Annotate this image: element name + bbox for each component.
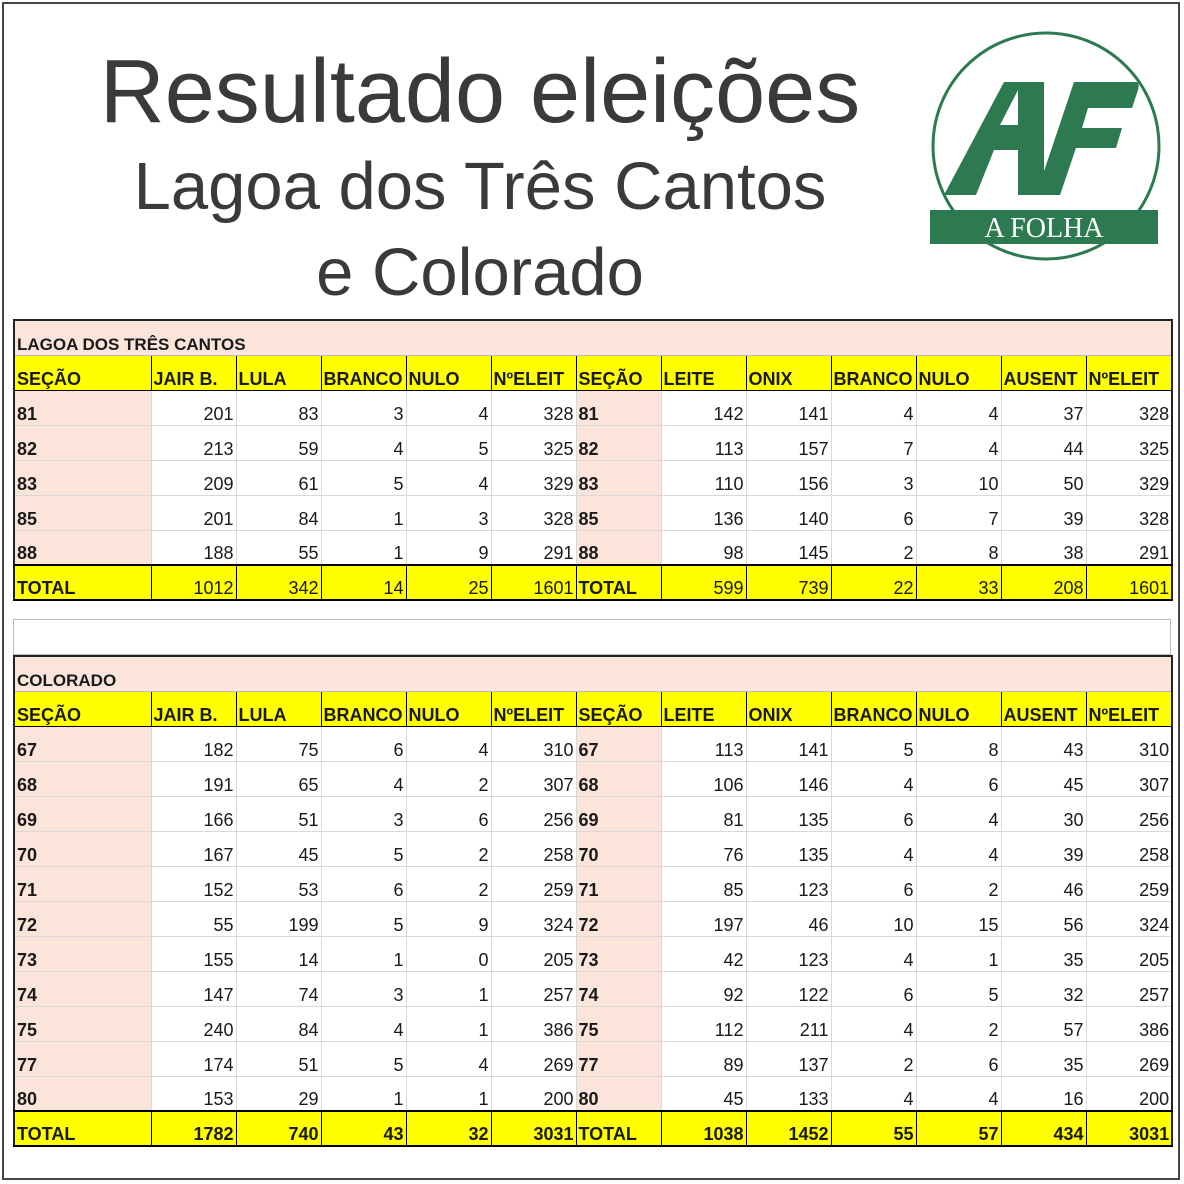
- section-number-cell: 67: [576, 726, 661, 761]
- vote-cell: 7: [916, 495, 1001, 530]
- total-cell: 43: [321, 1111, 406, 1146]
- section-number-cell: 69: [14, 796, 151, 831]
- a-folha-logo: [926, 30, 1166, 270]
- vote-cell: 197: [661, 901, 746, 936]
- column-header: NºELEIT: [1086, 691, 1172, 726]
- column-header: LULA: [236, 691, 321, 726]
- total-cell: 32: [406, 1111, 491, 1146]
- colorado-results-table: [13, 655, 1173, 1147]
- header-row: [14, 691, 1172, 726]
- vote-cell: 205: [1086, 936, 1172, 971]
- total-label: TOTAL: [14, 565, 151, 600]
- total-label: TOTAL: [576, 565, 661, 600]
- vote-cell: 3: [406, 495, 491, 530]
- column-header: BRANCO: [831, 691, 916, 726]
- vote-cell: 188: [151, 530, 236, 565]
- vote-cell: 135: [746, 796, 831, 831]
- lagoa-results-table: [13, 319, 1173, 601]
- table-row: [14, 936, 1172, 971]
- vote-cell: 6: [831, 866, 916, 901]
- vote-cell: 46: [746, 901, 831, 936]
- vote-cell: 55: [236, 530, 321, 565]
- vote-cell: 1: [321, 936, 406, 971]
- total-cell: 1601: [1086, 565, 1172, 600]
- vote-cell: 6: [321, 726, 406, 761]
- total-cell: 342: [236, 565, 321, 600]
- vote-cell: 4: [406, 726, 491, 761]
- vote-cell: 2: [406, 761, 491, 796]
- vote-cell: 32: [1001, 971, 1086, 1006]
- column-header: BRANCO: [321, 691, 406, 726]
- vote-cell: 3: [831, 460, 916, 495]
- vote-cell: 199: [236, 901, 321, 936]
- section-number-cell: 75: [14, 1006, 151, 1041]
- column-header: NºELEIT: [1086, 355, 1172, 390]
- vote-cell: 4: [831, 1076, 916, 1111]
- vote-cell: 328: [491, 390, 576, 425]
- section-number-cell: 70: [576, 831, 661, 866]
- vote-cell: 2: [916, 866, 1001, 901]
- vote-cell: 4: [831, 761, 916, 796]
- vote-cell: 106: [661, 761, 746, 796]
- table-row: [14, 971, 1172, 1006]
- vote-cell: 113: [661, 425, 746, 460]
- vote-cell: 328: [1086, 390, 1172, 425]
- vote-cell: 59: [236, 425, 321, 460]
- vote-cell: 142: [661, 390, 746, 425]
- total-cell: 1782: [151, 1111, 236, 1146]
- table-row: [14, 866, 1172, 901]
- total-label: TOTAL: [14, 1111, 151, 1146]
- vote-cell: 50: [1001, 460, 1086, 495]
- total-cell: 3031: [491, 1111, 576, 1146]
- vote-cell: 147: [151, 971, 236, 1006]
- table-row: [14, 390, 1172, 425]
- vote-cell: 30: [1001, 796, 1086, 831]
- vote-cell: 53: [236, 866, 321, 901]
- section-number-cell: 69: [576, 796, 661, 831]
- vote-cell: 191: [151, 761, 236, 796]
- vote-cell: 5: [321, 901, 406, 936]
- vote-cell: 113: [661, 726, 746, 761]
- vote-cell: 325: [1086, 425, 1172, 460]
- vote-cell: 1: [916, 936, 1001, 971]
- page-subtitle-line1: Lagoa dos Três Cantos: [133, 149, 827, 224]
- vote-cell: 37: [1001, 390, 1086, 425]
- section-number-cell: 71: [576, 866, 661, 901]
- section-number-cell: 71: [14, 866, 151, 901]
- section-number-cell: 74: [576, 971, 661, 1006]
- vote-cell: 6: [831, 495, 916, 530]
- vote-cell: 4: [406, 460, 491, 495]
- vote-cell: 258: [491, 831, 576, 866]
- vote-cell: 75: [236, 726, 321, 761]
- vote-cell: 2: [916, 1006, 1001, 1041]
- section-number-cell: 73: [576, 936, 661, 971]
- table-row: [14, 1076, 1172, 1111]
- vote-cell: 44: [1001, 425, 1086, 460]
- vote-cell: 4: [916, 831, 1001, 866]
- vote-cell: 4: [916, 390, 1001, 425]
- column-header: NºELEIT: [491, 355, 576, 390]
- section-number-cell: 82: [576, 425, 661, 460]
- vote-cell: 386: [1086, 1006, 1172, 1041]
- vote-cell: 174: [151, 1041, 236, 1076]
- vote-cell: 2: [406, 831, 491, 866]
- section-number-cell: 83: [14, 460, 151, 495]
- vote-cell: 256: [1086, 796, 1172, 831]
- vote-cell: 45: [236, 831, 321, 866]
- vote-cell: 29: [236, 1076, 321, 1111]
- vote-cell: 6: [321, 866, 406, 901]
- table-row: [14, 460, 1172, 495]
- total-cell: 740: [236, 1111, 321, 1146]
- section-number-cell: 88: [14, 530, 151, 565]
- column-header: AUSENT: [1001, 691, 1086, 726]
- section-number-cell: 73: [14, 936, 151, 971]
- table-row: [14, 530, 1172, 565]
- section-number-cell: 75: [576, 1006, 661, 1041]
- page-subtitle-line2: e Colorado: [316, 235, 644, 310]
- vote-cell: 3: [321, 971, 406, 1006]
- vote-cell: 122: [746, 971, 831, 1006]
- vote-cell: 152: [151, 866, 236, 901]
- vote-cell: 133: [746, 1076, 831, 1111]
- column-header: NULO: [406, 355, 491, 390]
- vote-cell: 35: [1001, 936, 1086, 971]
- vote-cell: 55: [151, 901, 236, 936]
- header-row: [14, 355, 1172, 390]
- vote-cell: 5: [321, 831, 406, 866]
- total-row: [14, 1111, 1172, 1146]
- section-number-cell: 68: [14, 761, 151, 796]
- vote-cell: 291: [1086, 530, 1172, 565]
- section-number-cell: 81: [14, 390, 151, 425]
- section-number-cell: 68: [576, 761, 661, 796]
- vote-cell: 5: [916, 971, 1001, 1006]
- vote-cell: 1: [321, 1076, 406, 1111]
- column-header: NºELEIT: [491, 691, 576, 726]
- vote-cell: 4: [321, 761, 406, 796]
- vote-cell: 386: [491, 1006, 576, 1041]
- vote-cell: 257: [491, 971, 576, 1006]
- table-row: [14, 796, 1172, 831]
- vote-cell: 182: [151, 726, 236, 761]
- logo-text: A FOLHA: [984, 213, 1104, 244]
- vote-cell: 167: [151, 831, 236, 866]
- section-number-cell: 74: [14, 971, 151, 1006]
- table-row: [14, 1006, 1172, 1041]
- vote-cell: 201: [151, 390, 236, 425]
- vote-cell: 1: [321, 495, 406, 530]
- vote-cell: 307: [491, 761, 576, 796]
- total-cell: 1601: [491, 565, 576, 600]
- vote-cell: 291: [491, 530, 576, 565]
- column-header: LULA: [236, 355, 321, 390]
- vote-cell: 4: [916, 796, 1001, 831]
- vote-cell: 4: [321, 425, 406, 460]
- vote-cell: 39: [1001, 495, 1086, 530]
- total-cell: 22: [831, 565, 916, 600]
- vote-cell: 7: [831, 425, 916, 460]
- section-number-cell: 72: [576, 901, 661, 936]
- vote-cell: 5: [321, 1041, 406, 1076]
- vote-cell: 200: [491, 1076, 576, 1111]
- vote-cell: 257: [1086, 971, 1172, 1006]
- total-row: [14, 565, 1172, 600]
- column-header: ONIX: [746, 355, 831, 390]
- vote-cell: 6: [406, 796, 491, 831]
- vote-cell: 42: [661, 936, 746, 971]
- vote-cell: 141: [746, 726, 831, 761]
- column-header: BRANCO: [321, 355, 406, 390]
- section-number-cell: 83: [576, 460, 661, 495]
- section-spacer: [13, 619, 1171, 655]
- vote-cell: 156: [746, 460, 831, 495]
- vote-cell: 76: [661, 831, 746, 866]
- vote-cell: 211: [746, 1006, 831, 1041]
- vote-cell: 329: [491, 460, 576, 495]
- vote-cell: 16: [1001, 1076, 1086, 1111]
- column-header: JAIR B.: [151, 691, 236, 726]
- column-header: SEÇÃO: [576, 355, 661, 390]
- total-cell: 57: [916, 1111, 1001, 1146]
- vote-cell: 46: [1001, 866, 1086, 901]
- vote-cell: 145: [746, 530, 831, 565]
- column-header: SEÇÃO: [14, 355, 151, 390]
- total-cell: 1012: [151, 565, 236, 600]
- vote-cell: 155: [151, 936, 236, 971]
- vote-cell: 140: [746, 495, 831, 530]
- vote-cell: 259: [491, 866, 576, 901]
- vote-cell: 213: [151, 425, 236, 460]
- vote-cell: 10: [831, 901, 916, 936]
- vote-cell: 137: [746, 1041, 831, 1076]
- vote-cell: 2: [831, 530, 916, 565]
- vote-cell: 1: [406, 1006, 491, 1041]
- vote-cell: 240: [151, 1006, 236, 1041]
- vote-cell: 5: [321, 460, 406, 495]
- vote-cell: 8: [916, 726, 1001, 761]
- total-cell: 25: [406, 565, 491, 600]
- vote-cell: 328: [491, 495, 576, 530]
- vote-cell: 123: [746, 936, 831, 971]
- vote-cell: 6: [831, 796, 916, 831]
- section-number-cell: 80: [14, 1076, 151, 1111]
- vote-cell: 6: [916, 1041, 1001, 1076]
- section-number-cell: 85: [14, 495, 151, 530]
- column-header: SEÇÃO: [576, 691, 661, 726]
- vote-cell: 258: [1086, 831, 1172, 866]
- lagoa-section-title: LAGOA DOS TRÊS CANTOS: [14, 320, 1172, 355]
- vote-cell: 38: [1001, 530, 1086, 565]
- vote-cell: 81: [661, 796, 746, 831]
- vote-cell: 9: [406, 901, 491, 936]
- vote-cell: 10: [916, 460, 1001, 495]
- column-header: AUSENT: [1001, 355, 1086, 390]
- vote-cell: 310: [491, 726, 576, 761]
- section-number-cell: 80: [576, 1076, 661, 1111]
- total-cell: 3031: [1086, 1111, 1172, 1146]
- vote-cell: 209: [151, 460, 236, 495]
- vote-cell: 3: [321, 796, 406, 831]
- vote-cell: 14: [236, 936, 321, 971]
- table-row: [14, 831, 1172, 866]
- vote-cell: 1: [406, 971, 491, 1006]
- vote-cell: 35: [1001, 1041, 1086, 1076]
- vote-cell: 74: [236, 971, 321, 1006]
- section-number-cell: 85: [576, 495, 661, 530]
- vote-cell: 146: [746, 761, 831, 796]
- vote-cell: 112: [661, 1006, 746, 1041]
- total-cell: 208: [1001, 565, 1086, 600]
- vote-cell: 153: [151, 1076, 236, 1111]
- section-number-cell: 70: [14, 831, 151, 866]
- vote-cell: 15: [916, 901, 1001, 936]
- vote-cell: 0: [406, 936, 491, 971]
- total-cell: 599: [661, 565, 746, 600]
- vote-cell: 328: [1086, 495, 1172, 530]
- vote-cell: 307: [1086, 761, 1172, 796]
- section-number-cell: 77: [14, 1041, 151, 1076]
- vote-cell: 39: [1001, 831, 1086, 866]
- table-row: [14, 761, 1172, 796]
- vote-cell: 98: [661, 530, 746, 565]
- vote-cell: 3: [321, 390, 406, 425]
- table-row: [14, 425, 1172, 460]
- vote-cell: 1: [406, 1076, 491, 1111]
- total-cell: 739: [746, 565, 831, 600]
- vote-cell: 6: [916, 761, 1001, 796]
- vote-cell: 136: [661, 495, 746, 530]
- vote-cell: 157: [746, 425, 831, 460]
- vote-cell: 269: [491, 1041, 576, 1076]
- table-row: [14, 901, 1172, 936]
- vote-cell: 4: [831, 831, 916, 866]
- vote-cell: 259: [1086, 866, 1172, 901]
- vote-cell: 56: [1001, 901, 1086, 936]
- vote-cell: 1: [321, 530, 406, 565]
- vote-cell: 135: [746, 831, 831, 866]
- column-header: BRANCO: [831, 355, 916, 390]
- total-cell: 1452: [746, 1111, 831, 1146]
- vote-cell: 200: [1086, 1076, 1172, 1111]
- vote-cell: 51: [236, 796, 321, 831]
- vote-cell: 269: [1086, 1041, 1172, 1076]
- column-header: LEITE: [661, 355, 746, 390]
- vote-cell: 310: [1086, 726, 1172, 761]
- vote-cell: 43: [1001, 726, 1086, 761]
- vote-cell: 84: [236, 495, 321, 530]
- vote-cell: 4: [916, 425, 1001, 460]
- vote-cell: 84: [236, 1006, 321, 1041]
- section-number-cell: 81: [576, 390, 661, 425]
- total-cell: 14: [321, 565, 406, 600]
- vote-cell: 4: [406, 1041, 491, 1076]
- vote-cell: 4: [831, 1006, 916, 1041]
- column-header: ONIX: [746, 691, 831, 726]
- total-cell: 33: [916, 565, 1001, 600]
- vote-cell: 4: [406, 390, 491, 425]
- vote-cell: 83: [236, 390, 321, 425]
- total-cell: 1038: [661, 1111, 746, 1146]
- vote-cell: 205: [491, 936, 576, 971]
- total-label: TOTAL: [576, 1111, 661, 1146]
- section-number-cell: 77: [576, 1041, 661, 1076]
- vote-cell: 57: [1001, 1006, 1086, 1041]
- vote-cell: 141: [746, 390, 831, 425]
- vote-cell: 324: [491, 901, 576, 936]
- vote-cell: 4: [831, 936, 916, 971]
- vote-cell: 256: [491, 796, 576, 831]
- colorado-section-title-row: [14, 656, 1172, 691]
- vote-cell: 4: [831, 390, 916, 425]
- vote-cell: 2: [831, 1041, 916, 1076]
- vote-cell: 110: [661, 460, 746, 495]
- vote-cell: 5: [831, 726, 916, 761]
- column-header: NULO: [406, 691, 491, 726]
- total-cell: 434: [1001, 1111, 1086, 1146]
- vote-cell: 201: [151, 495, 236, 530]
- vote-cell: 325: [491, 425, 576, 460]
- vote-cell: 329: [1086, 460, 1172, 495]
- section-number-cell: 72: [14, 901, 151, 936]
- column-header: NULO: [916, 355, 1001, 390]
- vote-cell: 8: [916, 530, 1001, 565]
- vote-cell: 123: [746, 866, 831, 901]
- column-header: NULO: [916, 691, 1001, 726]
- vote-cell: 324: [1086, 901, 1172, 936]
- vote-cell: 45: [661, 1076, 746, 1111]
- vote-cell: 166: [151, 796, 236, 831]
- section-number-cell: 82: [14, 425, 151, 460]
- vote-cell: 45: [1001, 761, 1086, 796]
- table-row: [14, 1041, 1172, 1076]
- vote-cell: 51: [236, 1041, 321, 1076]
- vote-cell: 5: [406, 425, 491, 460]
- column-header: SEÇÃO: [14, 691, 151, 726]
- vote-cell: 6: [831, 971, 916, 1006]
- total-cell: 55: [831, 1111, 916, 1146]
- column-header: JAIR B.: [151, 355, 236, 390]
- table-row: [14, 726, 1172, 761]
- lagoa-section-title-row: [14, 320, 1172, 355]
- vote-cell: 89: [661, 1041, 746, 1076]
- section-number-cell: 67: [14, 726, 151, 761]
- vote-cell: 9: [406, 530, 491, 565]
- colorado-section-title: COLORADO: [14, 656, 1172, 691]
- vote-cell: 4: [916, 1076, 1001, 1111]
- table-row: [14, 495, 1172, 530]
- column-header: LEITE: [661, 691, 746, 726]
- page-title: Resultado eleições: [99, 42, 861, 142]
- vote-cell: 4: [321, 1006, 406, 1041]
- vote-cell: 2: [406, 866, 491, 901]
- vote-cell: 65: [236, 761, 321, 796]
- section-number-cell: 88: [576, 530, 661, 565]
- vote-cell: 92: [661, 971, 746, 1006]
- vote-cell: 85: [661, 866, 746, 901]
- vote-cell: 61: [236, 460, 321, 495]
